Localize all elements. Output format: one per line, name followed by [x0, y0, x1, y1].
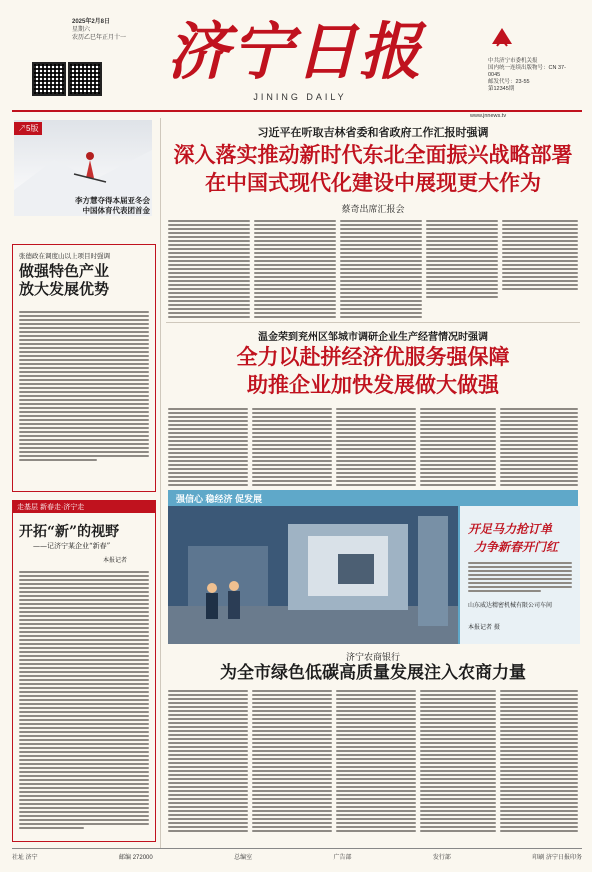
top-headline-2: 在中国式现代化建设中展现更大作为	[205, 170, 541, 195]
left-feature-headline: 开拓“新”的视野	[19, 524, 120, 540]
photo-side-panel	[458, 506, 580, 644]
masthead-lunar: 农历乙巳年正月十一	[72, 35, 127, 41]
masthead-emblem	[488, 24, 516, 52]
middle-headline-1: 全力以赴拼经济优服务强保障	[236, 344, 510, 369]
photo-caption-lines	[468, 562, 572, 594]
left-feature-label: 走基层 新春走·济宁走	[17, 504, 85, 511]
footer-item: 社址 济宁	[12, 855, 38, 861]
middle-kicker: 温金荣到兖州区邹城市调研企业生产经营情况时强调	[258, 332, 488, 343]
middle-body-col-1	[168, 408, 248, 488]
middle-body-col-3	[336, 408, 416, 488]
main-photo	[168, 506, 458, 644]
bottom-body-col-4	[420, 690, 496, 834]
footer-item: 总编室	[234, 855, 253, 861]
qr-code-left	[32, 62, 66, 96]
footer-item: 邮编 272000	[119, 855, 153, 861]
left-feature-byline: 本报记者	[103, 557, 128, 564]
publisher: 中共济宁市委机关报	[488, 58, 538, 64]
top-body-col-3	[340, 220, 422, 320]
left-box-title-2: 放大发展优势	[19, 280, 110, 298]
top-body-col-1	[168, 220, 250, 320]
bottom-headline: 为全市绿色低碳高质量发展注入农商力量	[220, 663, 526, 683]
footer-item: 发行部	[432, 855, 451, 861]
masthead-logo: 济宁日报	[166, 15, 423, 88]
footer-rule	[12, 848, 582, 849]
left-box-body	[19, 311, 149, 463]
bottom-body-col-2	[252, 690, 332, 834]
masthead-info	[488, 58, 572, 93]
left-feature-body	[19, 571, 149, 831]
top-kicker: 习近平在听取吉林省委和省政府工作汇报时强调	[257, 126, 489, 139]
website: www.jnnews.tv	[470, 113, 507, 119]
photo-credit: 本报记者 摄	[468, 624, 500, 631]
top-body-col-2	[254, 220, 336, 320]
bottom-body-col-1	[168, 690, 248, 834]
cn-code: 国内统一连续出版物号：CN 37-0045	[488, 65, 566, 78]
left-box-kicker: 张德政在调度山以上项目时强调	[19, 252, 110, 260]
left-photo-caption	[40, 196, 150, 216]
masthead-weekday: 星期六	[72, 27, 91, 33]
photo-slogan-1: 开足马力抢订单	[468, 522, 553, 536]
top-body-col-5	[502, 220, 578, 292]
masthead-date: 2025年2月8日	[72, 19, 111, 25]
footer-item: 印刷 济宁日报印务	[532, 855, 582, 861]
top-headline-1: 深入落实推动新时代东北全面振兴战略部署	[173, 142, 573, 167]
left-feature-sub: ——记济宁某企业“新春”	[33, 542, 111, 550]
column-divider	[160, 118, 161, 848]
left-box	[12, 244, 156, 492]
top-sub: 蔡奇出席汇报会	[341, 205, 405, 215]
middle-body-col-4	[420, 408, 496, 488]
left-photo-caption-2: 中国体育代表团首金	[82, 206, 150, 215]
bottom-body-col-5	[500, 690, 578, 834]
section-divider-1	[166, 322, 580, 323]
footer-item: 广告部	[333, 855, 352, 861]
issue-no: 第12345期	[488, 86, 515, 92]
bottom-body-col-3	[336, 690, 416, 834]
qr-code-right	[68, 62, 102, 96]
masthead-date-block	[72, 18, 132, 42]
photo-caption: 山东威达精密机械有限公司车间	[468, 602, 553, 609]
left-feature	[12, 500, 156, 842]
footer	[12, 852, 582, 861]
top-body-col-4	[426, 220, 498, 300]
banner-bar	[168, 490, 578, 506]
middle-headline-2: 助推企业加快发展做大做强	[247, 372, 499, 397]
left-box-title-1: 做强特色产业	[19, 262, 110, 280]
left-photo-caption-1: 李方慧夺得本届亚冬会	[75, 196, 150, 205]
bottom-kicker: 济宁农商银行	[345, 653, 400, 663]
middle-body-col-5	[500, 408, 578, 488]
left-photo-tag: ↗5版	[14, 122, 42, 135]
post-code: 邮发代号：23-55	[488, 79, 530, 85]
masthead-pinyin: JINING DAILY	[253, 92, 347, 102]
middle-body-col-2	[252, 408, 332, 488]
banner-label: 强信心 稳经济 促发展	[176, 494, 263, 504]
photo-slogan-2: 力争新春开门红	[474, 540, 559, 554]
